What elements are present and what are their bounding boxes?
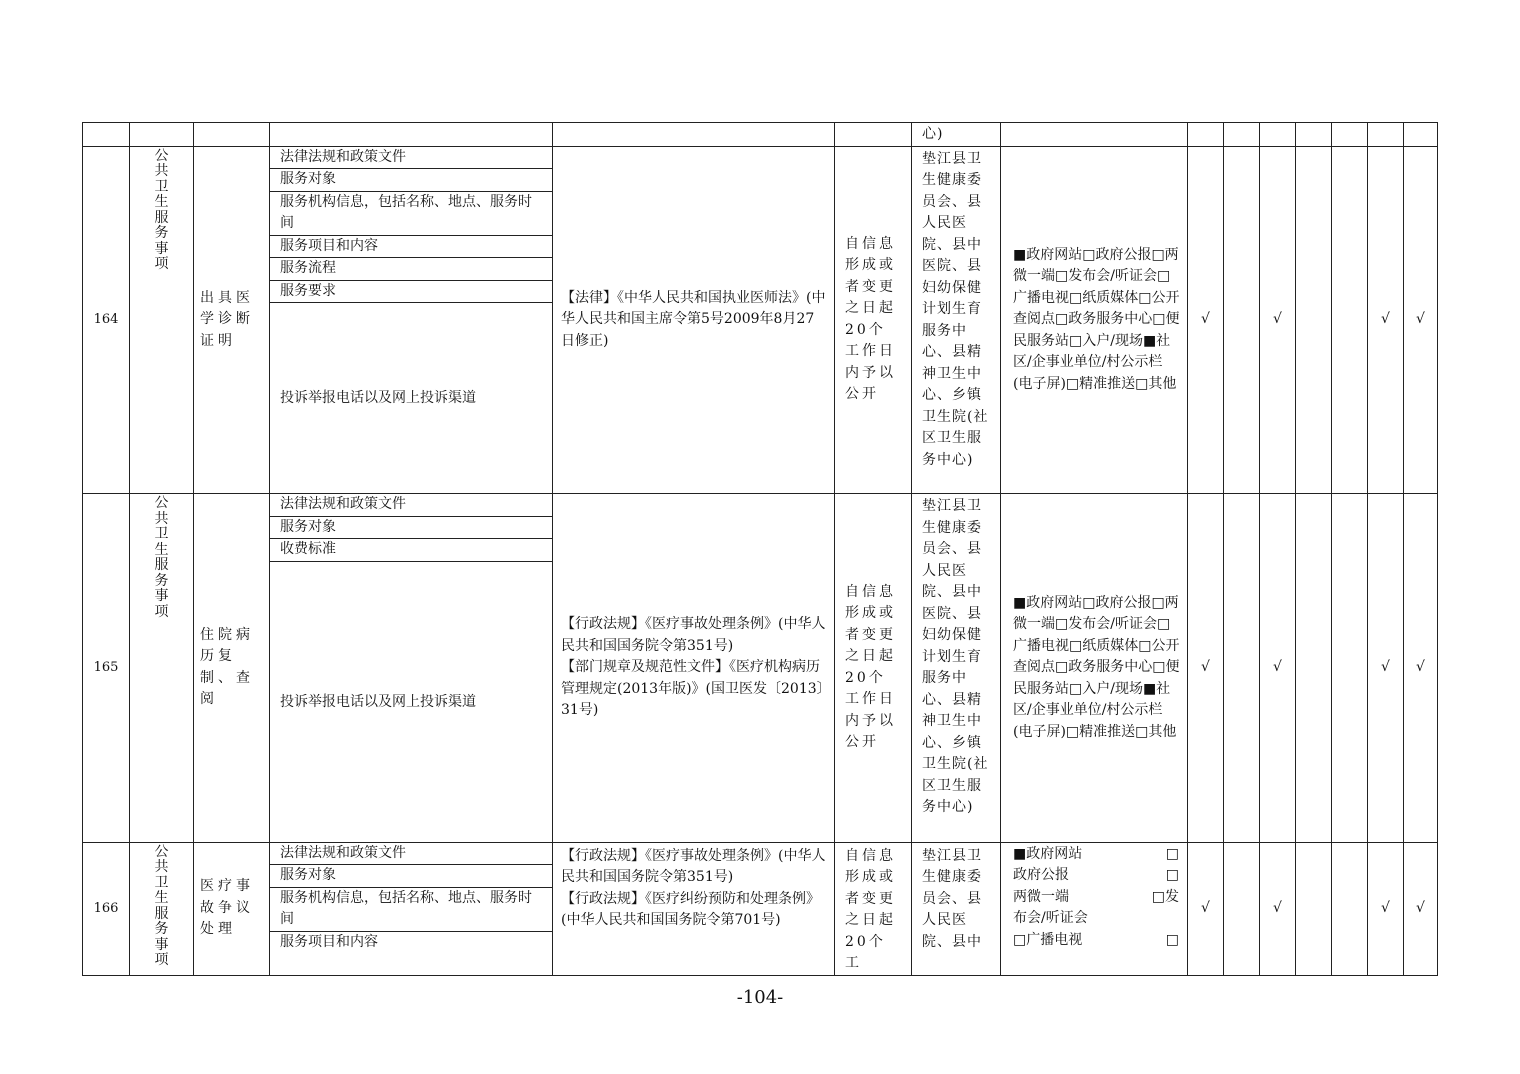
content-item: 投诉举报电话以及网上投诉渠道	[280, 390, 476, 406]
content-item: 法律法规和政策文件	[270, 147, 552, 170]
category-char: 卫	[154, 526, 169, 542]
org-cell: 垫江县卫生健康委员会、县人民医院、县中医院、县妇幼保健计划生育服务中心、县精神卫生中心、乡镇卫生院(社区卫生服务中心)	[912, 494, 1001, 843]
table-row	[83, 842, 1438, 975]
category-char: 务	[154, 225, 169, 241]
time-limit-cell: 自信息形成或者变更之日起20个工作日内予以公开	[835, 146, 912, 494]
check-mark: √	[1404, 146, 1438, 494]
category-char: 卫	[154, 874, 169, 891]
category-char: 项	[154, 256, 169, 272]
category-char: 生	[154, 194, 169, 210]
category-char: 务	[154, 921, 169, 937]
check-mark: √	[1260, 494, 1296, 843]
basis-text: 【行政法规】《医疗纠纷预防和处理条例》(中华人民共和国国务院令第701号)	[561, 890, 820, 928]
category-char: 事	[154, 936, 169, 953]
content-item: 法律法规和政策文件	[270, 494, 552, 517]
content-list	[270, 842, 553, 975]
check-mark: √	[1188, 494, 1224, 843]
basis-cell	[553, 494, 835, 843]
category-char: 共	[154, 510, 169, 527]
basis-cell	[553, 842, 835, 975]
content-item: 服务项目和内容	[280, 933, 378, 950]
table-row	[83, 494, 1438, 843]
content-item: 服务项目和内容	[270, 236, 552, 259]
category-cell	[130, 494, 194, 843]
category-char: 服	[154, 557, 169, 573]
basis-cell: 【法律】《中华人民共和国执业医师法》(中华人民共和国主席令第5号2009年8月27日修正)	[553, 146, 835, 494]
category-char: 生	[154, 541, 169, 558]
category-char: 务	[154, 572, 169, 589]
content-item: 收费标准	[270, 539, 552, 562]
content-item: 法律法规和政策文件	[270, 843, 552, 866]
content-item: 服务对象	[270, 865, 552, 888]
basis-text: 【行政法规】《医疗事故处理条例》(中华人民共和国国务院令第351号)	[561, 616, 826, 654]
channel-cell: ■政府网站□政府公报□两微一端□发布会/听证会□广播电视□纸质媒体□公开查阅点□政务服务中心□便民服务站□入户/现场■社区/企事业单位/村公示栏(电子屏)□精准推送□其他	[1001, 146, 1188, 494]
row-number: 164	[83, 146, 130, 494]
category-char: 项	[154, 952, 169, 968]
check-mark: √	[1404, 842, 1438, 975]
category-char: 公	[154, 843, 169, 860]
category-char: 事	[154, 240, 169, 257]
channel-cell	[1001, 842, 1188, 975]
page-number: -104-	[736, 987, 784, 1008]
disclosure-table	[82, 122, 1438, 976]
check-mark: √	[1260, 842, 1296, 975]
basis-text: 【行政法规】《医疗事故处理条例》(中华人民共和国国务院令第351号)	[561, 847, 826, 885]
check-mark: √	[1260, 146, 1296, 494]
check-mark: √	[1368, 842, 1404, 975]
category-char: 共	[154, 163, 169, 179]
item-name: 住院病历复制、查阅	[194, 494, 270, 843]
time-limit-cell: 自信息形成或者变更之日起20个工作日内予以公开	[835, 494, 912, 843]
org-cell: 垫江县卫生健康委员会、县人民医院、县中	[912, 842, 1001, 975]
category-char: 共	[154, 859, 169, 875]
time-limit-cell: 自信息形成或者变更之日起20个工	[835, 842, 912, 975]
category-cell	[130, 842, 194, 975]
category-char: 服	[154, 209, 169, 226]
org-cell: 心)	[912, 123, 1001, 147]
channel-line: 政府公报 □	[1013, 867, 1179, 883]
content-item: 服务流程	[270, 258, 552, 281]
item-name: 医疗事故争议处理	[194, 842, 270, 975]
category-char: 生	[154, 890, 169, 906]
content-item: 服务机构信息，包括名称、地点、服务时间	[270, 192, 552, 236]
content-item: 服务对象	[270, 517, 552, 540]
category-char: 事	[154, 588, 169, 604]
category-char: 卫	[154, 178, 169, 195]
category-char: 项	[154, 603, 169, 620]
row-number: 165	[83, 494, 130, 843]
check-mark: √	[1368, 494, 1404, 843]
basis-text: 【部门规章及规范性文件】《医疗机构病历管理规定(2013年版)》(国卫医发〔2013〕31号)	[561, 659, 824, 718]
category-char: 公	[154, 495, 169, 511]
content-item: 投诉举报电话以及网上投诉渠道	[280, 693, 476, 710]
org-cell: 垫江县卫生健康委员会、县人民医院、县中医院、县妇幼保健计划生育服务中心、县精神卫生中心、乡镇卫生院(社区卫生服务中心)	[912, 146, 1001, 494]
category-cell	[130, 146, 194, 494]
channel-line: 布会/听证会	[1013, 910, 1088, 926]
content-item: 服务机构信息，包括名称、地点、服务时间	[270, 888, 552, 932]
table-row	[83, 123, 1438, 147]
check-mark: √	[1188, 146, 1224, 494]
content-item: 服务要求	[270, 281, 552, 304]
item-name: 出具医学诊断证明	[194, 146, 270, 494]
check-mark: √	[1404, 494, 1438, 843]
category-char: 服	[154, 905, 169, 922]
table-row	[83, 146, 1438, 494]
channel-line: 两微一端 □发	[1013, 888, 1179, 905]
row-number: 166	[83, 842, 130, 975]
content-item: 服务对象	[270, 169, 552, 192]
check-mark: √	[1368, 146, 1404, 494]
category-char: 公	[154, 147, 169, 164]
channel-line: □广播电视 □	[1013, 931, 1179, 948]
check-mark: √	[1188, 842, 1224, 975]
channel-line: ■政府网站 □	[1013, 845, 1179, 862]
content-list	[270, 146, 553, 494]
channel-cell: ■政府网站□政府公报□两微一端□发布会/听证会□广播电视□纸质媒体□公开查阅点□政务服务中心□便民服务站□入户/现场■社区/企事业单位/村公示栏(电子屏)□精准推送□其他	[1001, 494, 1188, 843]
content-list	[270, 494, 553, 843]
